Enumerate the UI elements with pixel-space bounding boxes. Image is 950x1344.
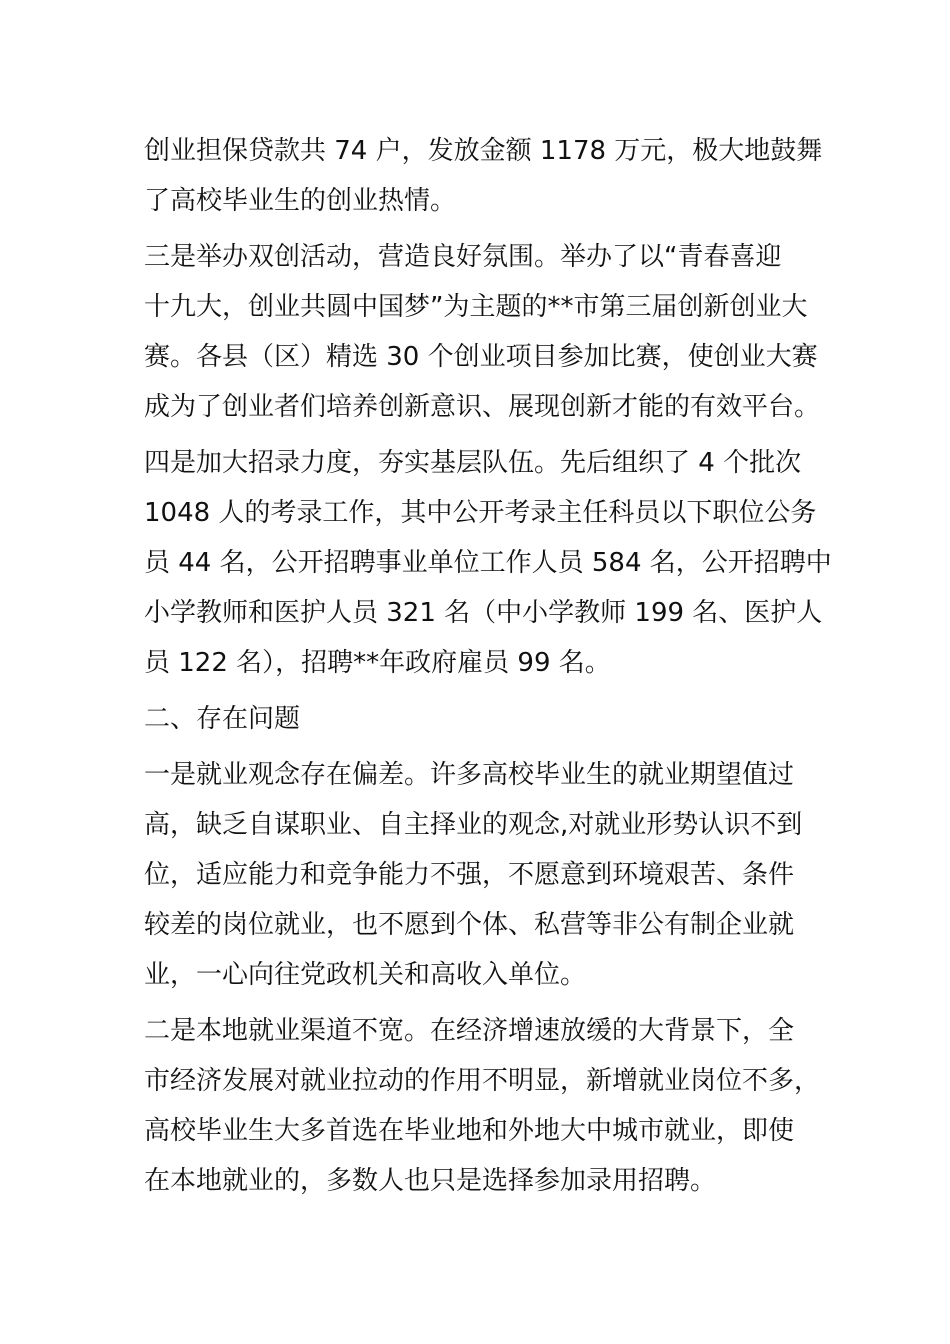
text-line: 高，缺乏自谋职业、自主择业的观念,对就业形势认识不到 xyxy=(144,810,803,840)
text-line: 较差的岗位就业，也不愿到个体、私营等非公有制企业就 xyxy=(144,910,795,940)
text-line: 了高校毕业生的创业热情。 xyxy=(144,186,457,216)
text-line: 员 44 名，公开招聘事业单位工作人员 584 名，公开招聘中 xyxy=(144,548,832,578)
text-line: 三是举办双创活动，营造良好氛围。举办了以“青春喜迎 xyxy=(144,242,782,272)
text-line: 赛。各县（区）精选 30 个创业项目参加比赛，使创业大赛 xyxy=(144,342,818,372)
section-heading: 二、存在问题 xyxy=(144,704,301,734)
text-line: 四是加大招录力度，夯实基层队伍。先后组织了 4 个批次 xyxy=(144,448,802,478)
text-line: 员 122 名），招聘**年政府雇员 99 名。 xyxy=(144,648,611,678)
text-line: 二是本地就业渠道不宽。在经济增速放缓的大背景下，全 xyxy=(144,1016,795,1046)
text-line: 市经济发展对就业拉动的作用不明显，新增就业岗位不多， xyxy=(144,1066,821,1096)
text-line: 小学教师和医护人员 321 名（中小学教师 199 名、医护人 xyxy=(144,598,823,628)
text-line: 成为了创业者们培养创新意识、展现创新才能的有效平台。 xyxy=(144,392,821,422)
text-line: 创业担保贷款共 74 户，发放金额 1178 万元，极大地鼓舞 xyxy=(144,136,823,166)
text-line: 位，适应能力和竞争能力不强，不愿意到环境艰苦、条件 xyxy=(144,860,795,890)
text-line: 高校毕业生大多首选在毕业地和外地大中城市就业，即使 xyxy=(144,1116,795,1146)
text-line: 在本地就业的，多数人也只是选择参加录用招聘。 xyxy=(144,1166,717,1196)
text-line: 一是就业观念存在偏差。许多高校毕业生的就业期望值过 xyxy=(144,760,795,790)
text-line: 业，一心向往党政机关和高收入单位。 xyxy=(144,960,587,990)
text-line: 1048 人的考录工作，其中公开考录主任科员以下职位公务 xyxy=(144,498,817,528)
text-line: 十九大，创业共圆中国梦”为主题的**市第三届创新创业大 xyxy=(144,292,808,322)
